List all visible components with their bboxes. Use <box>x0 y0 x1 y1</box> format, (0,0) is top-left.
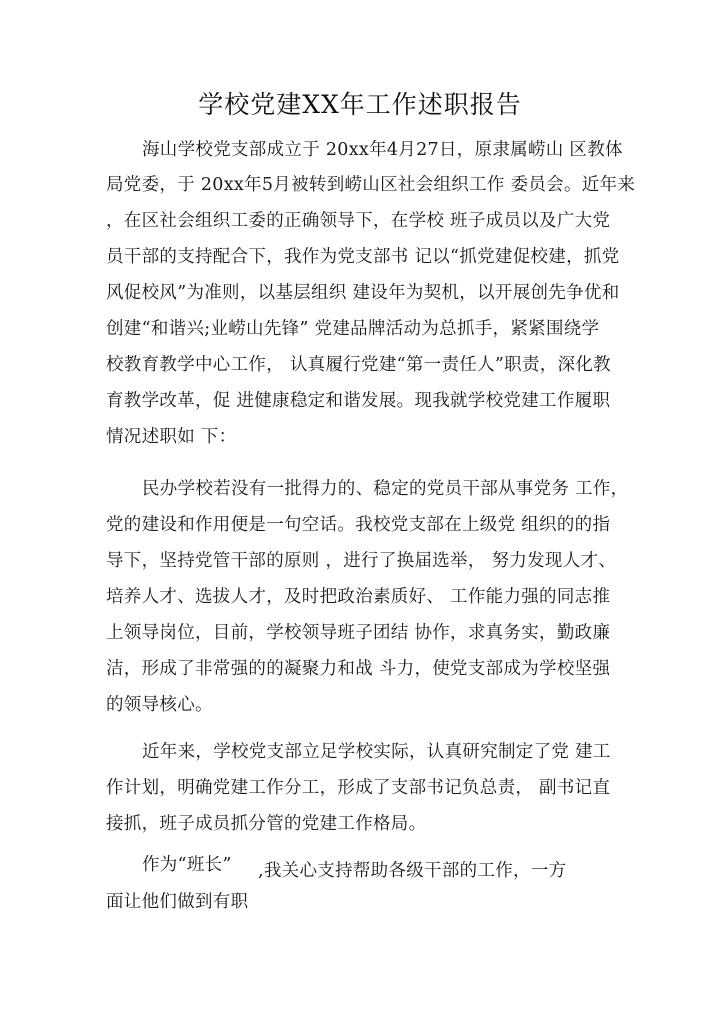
paragraph-4-line-2: 面让他们做到有职 <box>106 892 249 912</box>
paragraph-4-line-1: 作为“班长” <box>142 855 232 875</box>
paragraph-1-line-7: 校教育教学中心工作， 认真履行党建“第一责任人”职责，深化教 <box>106 355 611 375</box>
paragraph-3-line-1: 近年来，学校党支部立足学校实际，认真研究制定了党 建工 <box>142 742 611 762</box>
paragraph-1-line-3: ，在区社会组织工委的正确领导下，在学校 班子成员以及广大党 <box>106 211 611 231</box>
paragraph-3-line-2: 作计划，明确党建工作分工，形成了支部书记负总责， 副书记直 <box>106 778 611 798</box>
paragraph-1-line-5: 风促校风”为准则，以基层组织 建设年为契机，以开展创先争优和 <box>106 283 620 303</box>
paragraph-2-line-7: 的领导核心。 <box>106 695 213 715</box>
paragraph-3-line-3: 接抓，班子成员抓分管的党建工作格局。 <box>106 814 427 834</box>
paragraph-1-line-4: 员干部的支持配合下，我作为党支部书 记以“抓党建促校建，抓党 <box>106 247 620 267</box>
paragraph-1-line-6: 创建“和谐兴;业崂山先锋” 党建品牌活动为总抓手，紧紧围绕学 <box>106 319 600 339</box>
paragraph-4-line-1-tail: ,我关心支持帮助各级干部的工作，一方 <box>258 861 567 881</box>
paragraph-1-line-2: 局党委，于 20xx年5月被转到崂山区社会组织工作 委员会。近年来 <box>106 175 636 195</box>
paragraph-2-line-2: 党的建设和作用便是一句空话。我校党支部在上级党 组织的的指 <box>106 515 611 535</box>
paragraph-2-line-1: 民办学校若没有一批得力的、稳定的党员干部从事党务 工作， <box>142 479 629 499</box>
paragraph-2-line-6: 洁，形成了非常强的的凝聚力和战 斗力，使党支部成为学校坚强 <box>106 659 611 679</box>
paragraph-1-line-1: 海山学校党支部成立于 20xx年4月27日，原隶属崂山 区教体 <box>142 140 623 160</box>
document-title: 学校党建XX年工作述职报告 <box>198 90 522 119</box>
paragraph-1-line-8: 育教学改革，促 进健康稳定和谐发展。现我就学校党建工作履职 <box>106 391 611 411</box>
paragraph-2-line-4: 培养人才、选拔人才，及时把政治素质好、 工作能力强的同志推 <box>106 587 611 607</box>
paragraph-2-line-3: 导下，坚持党管干部的原则 ，进行了换届选举， 努力发现人才、 <box>106 551 617 571</box>
paragraph-2-line-5: 上领导岗位，目前，学校领导班子团结 协作，求真务实，勤政廉 <box>106 623 611 643</box>
paragraph-1-line-9: 情况述职如 下： <box>106 427 237 447</box>
